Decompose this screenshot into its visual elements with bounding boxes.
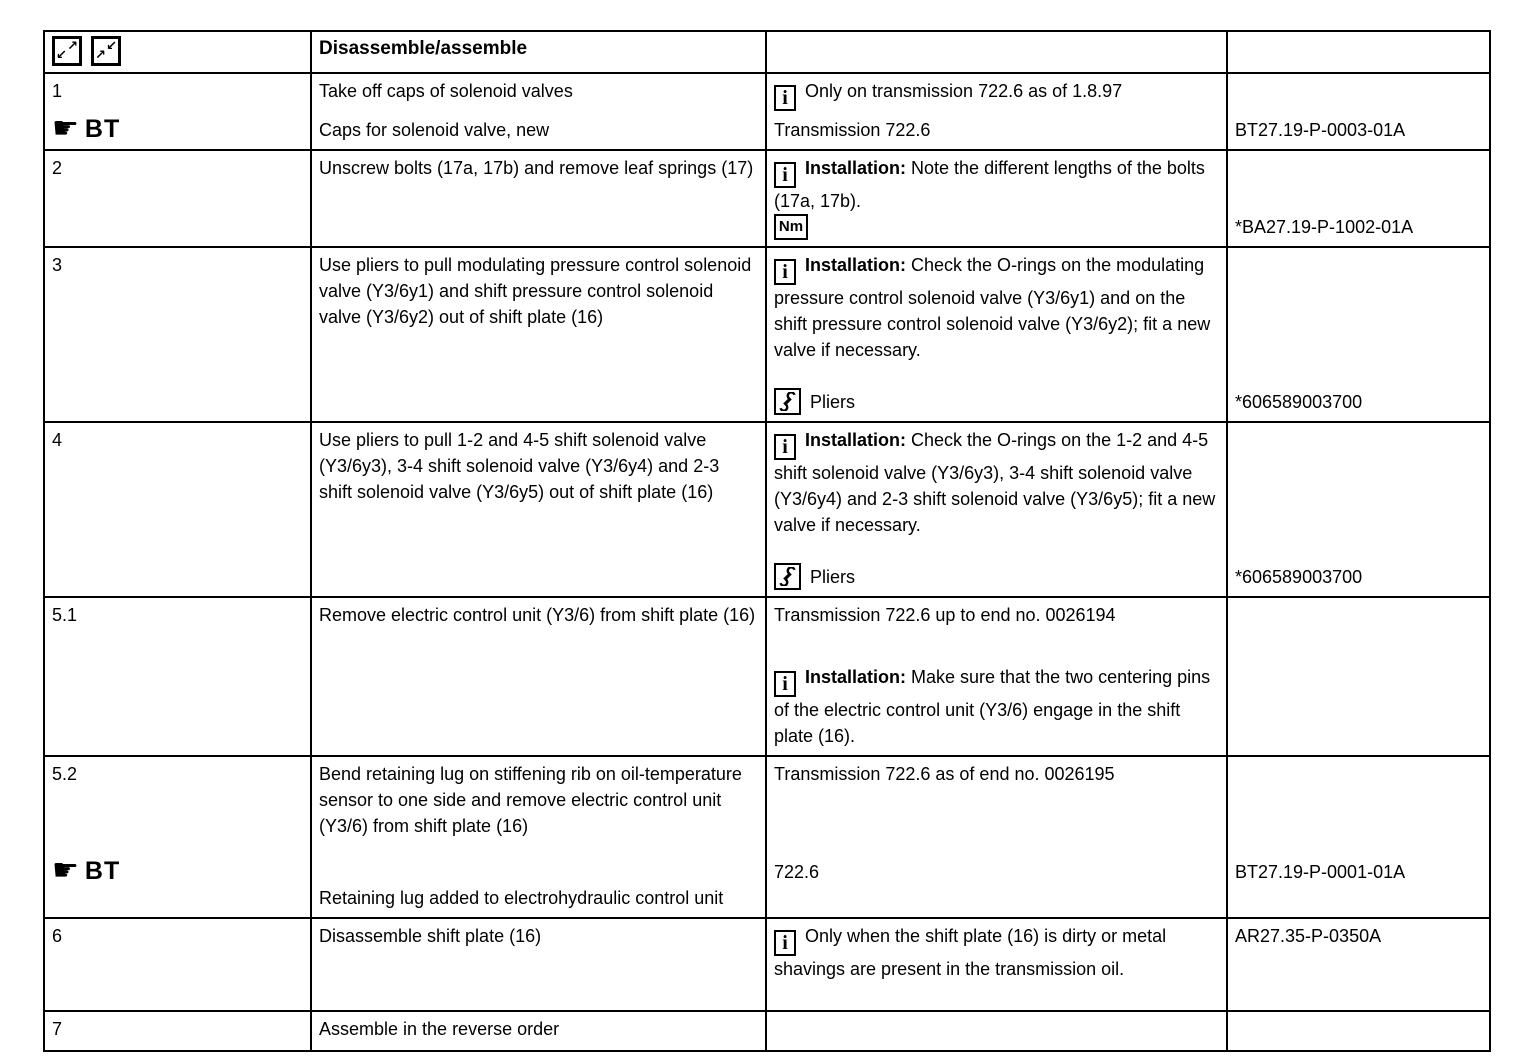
note-text: Only on transmission 722.6 as of 1.8.97 (805, 81, 1123, 101)
document-reference: *606589003700 (1235, 567, 1363, 587)
note-text: Check the O-rings on the modulating pressure control solenoid valve (Y3/6y1) and on the shift pressure control solenoid valve (Y3/6y2); fit a new valve if necessary. (774, 255, 1211, 360)
procedure-cell (310, 151, 765, 246)
note-subtext: 722.6 (774, 862, 820, 882)
procedure-cell (310, 423, 765, 596)
wrench-tool-icon (774, 563, 801, 590)
notes-cell (765, 74, 1226, 149)
step-number: 4 (52, 430, 63, 450)
procedure-cell (310, 757, 765, 917)
note-text: Only when the shift plate (16) is dirty or metal shavings are present in the transmission oil. (774, 926, 1167, 979)
procedure-text: Remove electric control unit (Y3/6) from shift plate (16) (319, 605, 756, 625)
table-row-step-7 (45, 1010, 1489, 1050)
procedure-text: Use pliers to pull modulating pressure control solenoid valve (Y3/6y1) and shift pressure control solenoid valve (Y3/6y2) out of shift plate (16) (319, 255, 752, 327)
tool-label: Pliers (810, 566, 856, 587)
notes-cell (765, 919, 1226, 1010)
note-keyword: Installation: (805, 158, 907, 178)
document-reference: AR27.35-P-0350A (1235, 926, 1382, 946)
step-number: 5.2 (52, 764, 78, 784)
note-text: Check the O-rings on the 1-2 and 4-5 shift solenoid valve (Y3/6y3), 3-4 shift solenoid valve (Y3/6y4) and 2-3 shift solenoid valve (Y3/6y5); fit a new valve if necessary. (774, 430, 1216, 535)
wrench-tool-icon (774, 388, 801, 415)
reference-cell (1226, 919, 1489, 1010)
header-ref-cell (1226, 32, 1489, 72)
procedure-cell (310, 919, 765, 1010)
notes-cell (765, 423, 1226, 596)
table-row-step-5-2 (45, 755, 1489, 917)
pointing-hand-icon: ☛ (52, 111, 79, 146)
reference-cell (1226, 1012, 1489, 1050)
info-icon: i (774, 671, 796, 697)
procedure-cell (310, 74, 765, 149)
notes-cell (765, 598, 1226, 755)
header-notes-cell (765, 32, 1226, 72)
procedure-text: Disassemble shift plate (16) (319, 926, 542, 946)
tool-line (774, 388, 855, 415)
reference-cell (1226, 74, 1489, 149)
step-number: 2 (52, 158, 63, 178)
note-line (774, 252, 1218, 363)
document-reference: *606589003700 (1235, 392, 1363, 412)
table-row-step-5-1 (45, 596, 1489, 755)
step-cell (45, 598, 310, 755)
tool-line (774, 563, 855, 590)
procedure-text: Assemble in the reverse order (319, 1019, 560, 1039)
note-line (774, 926, 1166, 979)
pointing-hand-icon: ☛ (52, 853, 79, 888)
step-cell (45, 1012, 310, 1050)
step-number: 6 (52, 926, 63, 946)
table-row-step-1 (45, 72, 1489, 149)
document-reference: BT27.19-P-0003-01A (1235, 120, 1406, 140)
document-reference: BT27.19-P-0001-01A (1235, 862, 1406, 882)
header-step-cell (45, 32, 310, 72)
table-header-row (45, 32, 1489, 72)
step-cell (45, 423, 310, 596)
table-row-step-6 (45, 917, 1489, 1010)
note-keyword: Installation: (805, 430, 907, 450)
info-icon: i (774, 930, 796, 956)
notes-cell (765, 757, 1226, 917)
column-title-disassemble: Disassemble/assemble (310, 32, 765, 72)
procedure-subtext: Retaining lug added to electrohydraulic control unit (319, 888, 724, 908)
arrow-ne-icon: ↗ (95, 48, 106, 63)
table-row-step-2 (45, 149, 1489, 246)
note-text: Make sure that the two centering pins of the electric control unit (Y3/6) engage in the shift plate (16). (774, 667, 1211, 746)
expand-view-button[interactable] (52, 36, 82, 66)
info-icon: i (774, 162, 796, 188)
notes-cell (765, 151, 1226, 246)
tool-label: Pliers (810, 391, 856, 412)
procedure-text: Use pliers to pull 1-2 and 4-5 shift solenoid valve (Y3/6y3), 3-4 shift solenoid valve (Y3/6y4) and 2-3 shift solenoid valve (Y3/6y5) out of shift plate (16) (319, 430, 720, 502)
bt-label: BT (84, 857, 121, 885)
arrow-sw-icon: ↙ (56, 48, 67, 63)
step-cell (45, 151, 310, 246)
step-number: 7 (52, 1019, 63, 1039)
step-cell (45, 757, 310, 917)
step-cell (45, 74, 310, 149)
procedure-cell (310, 248, 765, 421)
collapse-view-button[interactable] (91, 36, 121, 66)
reference-cell (1226, 423, 1489, 596)
torque-nm-icon: Nm (774, 214, 808, 240)
note-line (774, 427, 1218, 538)
note-line (774, 78, 1122, 111)
note-line (774, 664, 1218, 749)
info-icon: i (774, 259, 796, 285)
reference-cell (1226, 248, 1489, 421)
note-text: Note the different lengths of the bolts (17a, 17b). (774, 158, 1205, 211)
step-number: 1 (52, 81, 63, 101)
step-number: 5.1 (52, 605, 78, 625)
note-text: Transmission 722.6 as of end no. 0026195 (774, 764, 1115, 784)
notes-cell (765, 248, 1226, 421)
arrow-sw-icon: ↙ (106, 39, 117, 54)
note-subtext: Transmission 722.6 (774, 120, 931, 140)
procedure-text: Unscrew bolts (17a, 17b) and remove leaf springs (17) (319, 158, 754, 178)
note-keyword: Installation: (805, 667, 907, 687)
procedure-cell (310, 598, 765, 755)
step-cell (45, 248, 310, 421)
note-keyword: Installation: (805, 255, 907, 275)
reference-cell (1226, 598, 1489, 755)
bt-marker (52, 853, 121, 888)
notes-cell (765, 1012, 1226, 1050)
step-cell (45, 919, 310, 1010)
table-row-step-4 (45, 421, 1489, 596)
procedure-subtext: Caps for solenoid valve, new (319, 120, 550, 140)
bt-marker (52, 111, 121, 146)
procedure-text: Bend retaining lug on stiffening rib on oil-temperature sensor to one side and remove electric control unit (Y3/6) from shift plate (16) (319, 764, 742, 836)
reference-cell (1226, 757, 1489, 917)
table-row-step-3 (45, 246, 1489, 421)
info-icon: i (774, 434, 796, 460)
note-line (774, 155, 1218, 214)
procedure-cell (310, 1012, 765, 1050)
document-reference: *BA27.19-P-1002-01A (1235, 217, 1414, 237)
procedure-text: Take off caps of solenoid valves (319, 81, 573, 101)
arrow-ne-icon: ↗ (67, 39, 78, 54)
reference-cell (1226, 151, 1489, 246)
info-icon: i (774, 85, 796, 111)
bt-label: BT (84, 115, 121, 143)
step-number: 3 (52, 255, 63, 275)
note-text: Transmission 722.6 up to end no. 0026194 (774, 605, 1116, 625)
procedure-table (43, 30, 1491, 1052)
